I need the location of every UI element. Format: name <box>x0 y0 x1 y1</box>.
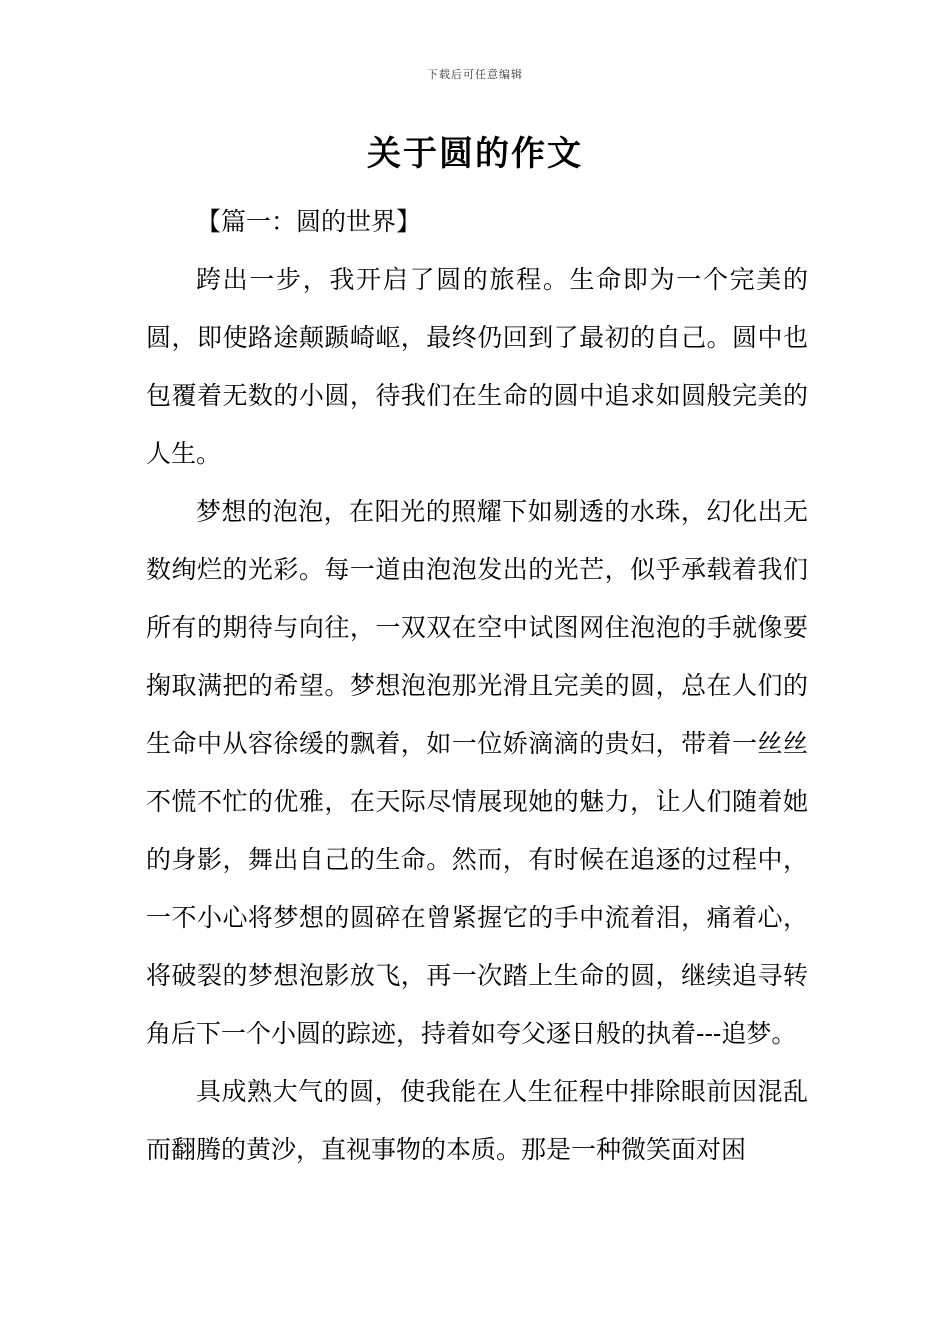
paragraph: 跨出一步，我开启了圆的旅程。生命即为一个完美的圆，即使路途颠踬崎岖，最终仍回到了最初的自己。圆中也包覆着无数的小圆，待我们在生命的圆中追求如圆般完美的人生。 <box>146 265 808 468</box>
document-body <box>146 193 808 1179</box>
section-heading: 【篇一：圆的世界】 <box>196 207 422 236</box>
paragraph: 具成熟大气的圆，使我能在人生征程中排除眼前因混乱而翻腾的黄沙，直视事物的本质。那是一种微笑面对困 <box>146 1077 808 1164</box>
paragraph: 梦想的泡泡，在阳光的照耀下如剔透的水珠，幻化出无数绚烂的光彩。每一道由泡泡发出的光芒，似乎承载着我们所有的期待与向往，一双双在空中试图网住泡泡的手就像要掬取满把的希望。梦想泡泡那光滑且完美的圆，总在人们的生命中从容徐缓的飘着，如一位娇滴滴的贵妇，带着一丝丝不慌不忙的优雅，在天际尽情展现她的魅力，让人们随着她的身影，舞出自己的生命。然而，有时候在追逐的过程中，一不小心将梦想的圆碎在曾紧握它的手中流着泪，痛着心，将破裂的梦想泡影放飞，再一次踏上生命的圆，继续追寻转角后下一个小圆的踪迹，持着如夸父逐日般的执着---追梦。 <box>146 497 808 1048</box>
document-title: 关于圆的作文 <box>367 134 583 174</box>
header-note: 下载后可任意编辑 <box>427 68 523 81</box>
